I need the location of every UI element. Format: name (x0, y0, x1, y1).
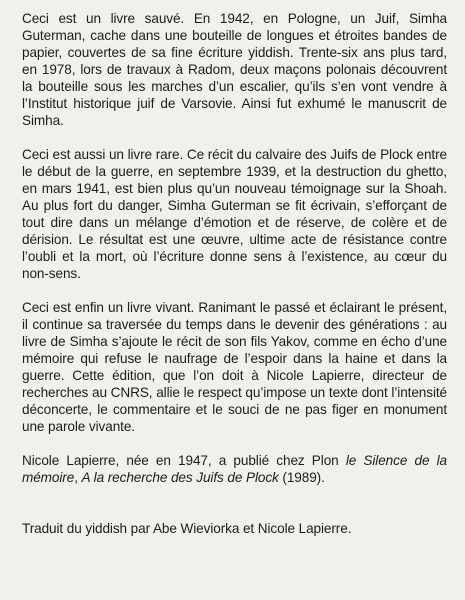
author-bio-title-1: le Silence de la mémoire (22, 453, 447, 485)
author-bio-separator: , (74, 470, 82, 485)
paragraph-living-book: Ceci est enfin un livre vivant. Ranimant le passé et éclairant le présent, il continue sa traversée du temps dans le devenir des générations : au livre de Simha s’ajoute le récit de son fils Yakov, comme en écho d’une mémoire qui refuse le naufrage de l’espoir dans la haine et dans la guerre. Cette édition, que l’on doit à Nicole Lapierre, directeur de recherches au CNRS, allie le respect qu’impose un texte dont l’intensité déconcerte, le commentaire et le souci de ne pas figer en monument une parole vivante. (22, 300, 447, 434)
author-bio-title-2: A la recherche des Juifs de Plock (81, 470, 279, 485)
author-bio (22, 452, 447, 486)
author-bio-lead: Nicole Lapierre, née en 1947, a publié chez Plon (22, 453, 346, 468)
paragraph-saved-book: Ceci est un livre sauvé. En 1942, en Pologne, un Juif, Simha Guterman, cache dans une bouteille de longues et étroites bandes de papier, couvertes de sa fine écriture yiddish. Trente-six ans plus tard, en 1978, lors de travaux à Radom, deux maçons polonais découvrent la bouteille sous les marches d’un escalier, qu’ils s’en vont vendre à l’Institut historique juif de Varsovie. Ainsi fut exhumé le manuscrit de Simha. (22, 11, 447, 128)
book-back-cover-text (22, 10, 447, 595)
translation-credit: Traduit du yiddish par Abe Wieviorka et Nicole Lapierre. (22, 521, 352, 536)
author-bio-tail: (1989). (278, 470, 325, 485)
paragraph-rare-book: Ceci est aussi un livre rare. Ce récit du calvaire des Juifs de Plock entre le début de la guerre, en septembre 1939, et la destruction du ghetto, en mars 1941, est bien plus qu’un nouveau témoignage sur la Shoah. Au plus fort du danger, Simha Guterman se fit écrivain, s’efforçant de tout dire dans un mélange d’émotion et de réserve, de colère et de dérision. Le résultat est une œuvre, ultime acte de résistance contre l’oubli et la mort, où l’écriture donne sens à l’existence, au cœur du non-sens. (22, 147, 447, 281)
